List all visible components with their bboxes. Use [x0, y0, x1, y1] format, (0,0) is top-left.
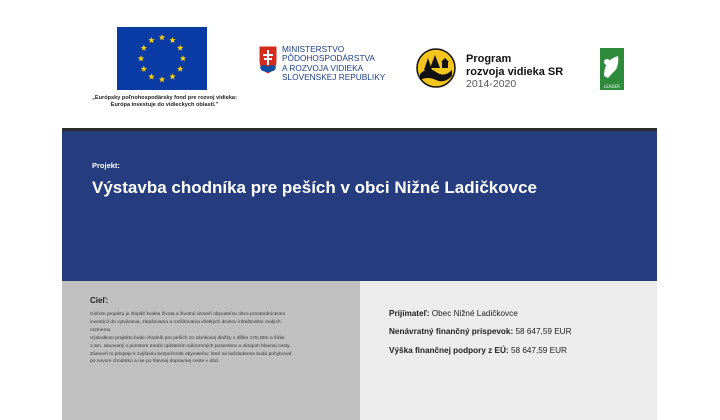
eu-star: [169, 73, 175, 79]
grant-label: Nenávratný finančný príspevok:: [389, 327, 514, 336]
eu-star: [159, 76, 165, 82]
ministry-line: SLOVENSKEJ REPUBLIKY: [282, 72, 386, 83]
recipient-label: Prijímateľ:: [389, 309, 430, 318]
eu-star: [141, 45, 147, 51]
goal-line: rozmerov.: [90, 327, 112, 333]
goal-heading: Cieľ:: [90, 296, 109, 305]
ministry-line: A ROZVOJA VIDIEKA: [282, 62, 364, 73]
eu-star: [169, 37, 175, 43]
ministry-line: MINISTERSTVO: [282, 44, 345, 54]
goal-line: Zároveň to prispeje k zvýšeniu bezpečnosti obyvateľov, ktorí sa každodenne budú pohybovať: [90, 351, 292, 357]
eu-caption-line: „Európsky poľnohospodársky fond pre rozvoj vidieka:: [92, 95, 237, 101]
recipient-value: Obec Nižné Ladičkovce: [431, 309, 518, 318]
slovak-coat-of-arms-icon: [258, 45, 278, 75]
leader-label: LEADER: [604, 84, 620, 89]
goal-text: [90, 311, 352, 366]
eu-star: [148, 73, 154, 79]
eu-star: [148, 37, 154, 43]
program-subtitle: rozvoja vidieka SR: [466, 65, 564, 78]
project-header-band: [62, 128, 657, 281]
goal-line: Cieľom projektu je zlepšiť kvalitu života a životnú úroveň obyvateľov obce prostredníctvom: [90, 312, 286, 317]
eu-star: [141, 66, 147, 72]
eu-support-row: [389, 346, 567, 355]
eu-star: [138, 55, 144, 61]
eu-caption-line: Európa investuje do vidieckych oblastí.": [110, 102, 219, 108]
program-years: 2014-2020: [466, 78, 517, 90]
ministry-line: PÔDOHOSPODÁRSTVA: [282, 53, 375, 64]
goal-line: investícií do vytvárania, zlepšovania a rozširovania všetkých druhov infraštruktúr malých: [90, 319, 281, 325]
program-logo-icon: [416, 48, 456, 88]
goal-line: po novom chodníku a nie po hlavnej dopravnej ceste v obci.: [90, 359, 220, 365]
eu-star: [177, 45, 183, 51]
program-name: [466, 53, 586, 91]
project-title: Výstavba chodníka pre peších v obci Nižné Ladičkovce: [92, 178, 537, 197]
goal-line: 1,5m, situovaný v priestore medzi oplotením súkromných pozemkov a okrajom hlavnej cesty.: [90, 343, 291, 349]
eu-support-label: Výška finančnej podpory z EÚ:: [389, 346, 509, 355]
goal-line: Výsledkom projektu bude chodník pre peších zo zámkovej dlažby v dĺžke 178,40m a šírke: [90, 335, 285, 341]
logo-strip: [62, 0, 657, 128]
eu-star: [180, 55, 186, 61]
eu-star: [159, 34, 165, 40]
ministry-name: [282, 45, 402, 83]
leader-logo-icon: [600, 48, 624, 90]
eu-star: [177, 66, 183, 72]
project-label: Projekt:: [92, 161, 120, 170]
grant-value: 58 647,59 EUR: [515, 327, 572, 336]
recipient-row: [389, 309, 518, 318]
eu-support-value: 58 647,59 EUR: [510, 346, 567, 355]
grant-row: [389, 327, 572, 336]
program-title: Program: [466, 53, 512, 65]
eu-fund-caption: [72, 95, 257, 109]
eu-flag-icon: [117, 27, 207, 90]
goal-panel: [62, 281, 360, 420]
funding-panel: [360, 281, 657, 420]
